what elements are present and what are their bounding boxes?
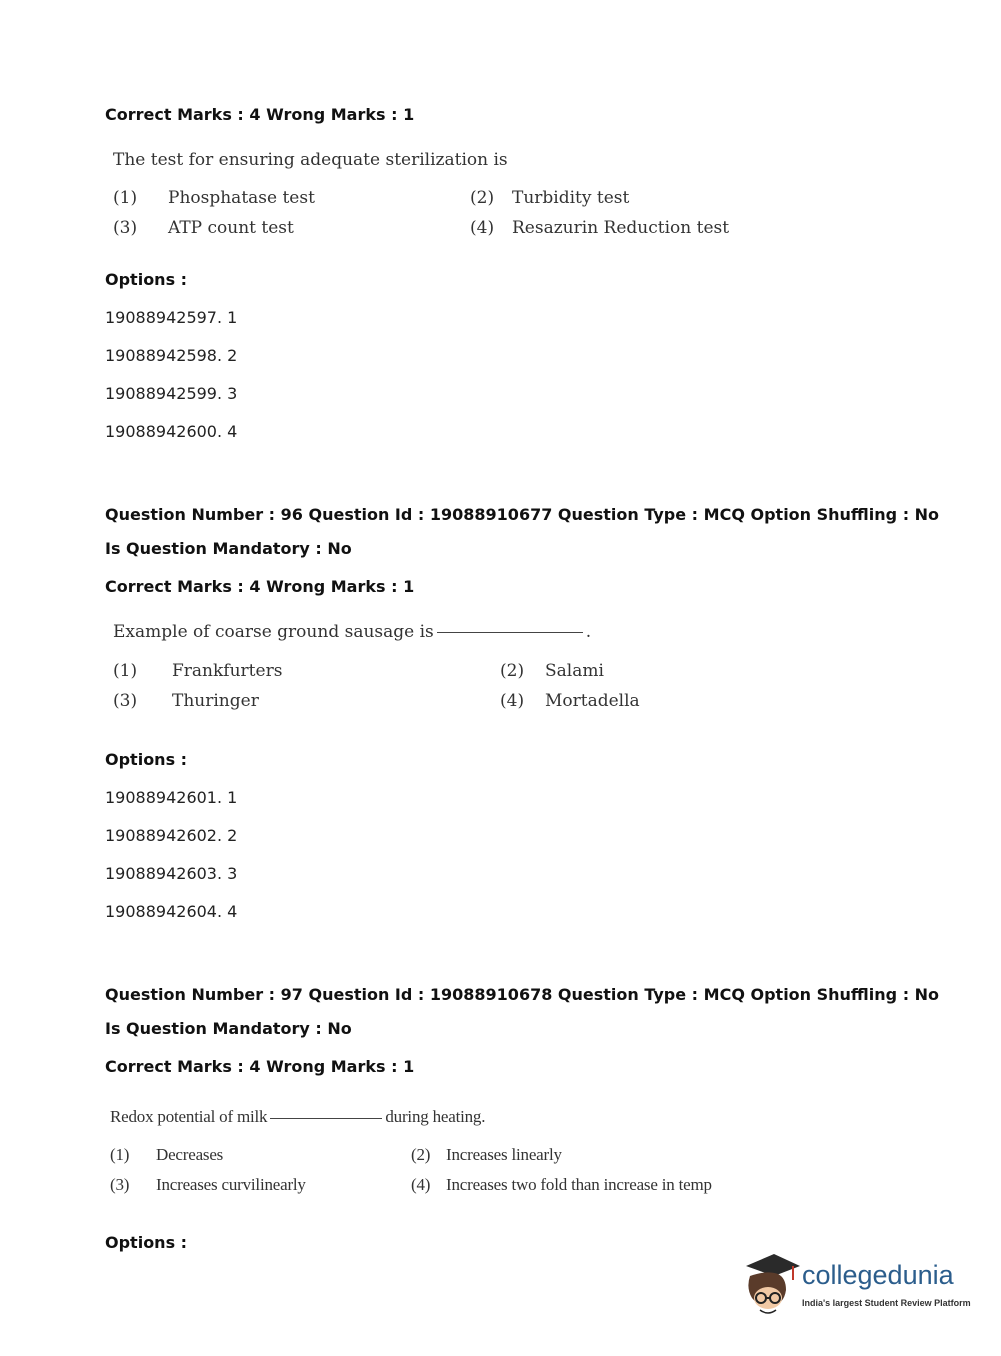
q97-choice-3-text: Increases curvilinearly [156,1175,306,1194]
q95-option-1: 19088942597. 1 [105,308,238,327]
q96-stem-text: Example of coarse ground sausage is [113,622,434,642]
q95-choice-2-text: Turbidity test [512,188,630,208]
q96-choice-1-text: Frankfurters [172,661,283,681]
q97-stem-blank [270,1118,382,1119]
q97-stem-text: Redox potential of milk [110,1107,268,1126]
q96-choice-3-num: (3) [113,691,138,711]
q97-choice-4-num: (4) [411,1175,431,1194]
q95-option-4: 19088942600. 4 [105,422,238,441]
q96-option-2: 19088942602. 2 [105,826,238,845]
q95-choice-2-num: (2) [470,188,495,208]
q96-choice-3-text: Thuringer [172,691,259,711]
q97-mandatory: Is Question Mandatory : No [105,1019,352,1038]
q96-stem-blank [437,632,583,633]
logo-tagline: India's largest Student Review Platform [802,1298,971,1308]
q97-choice-4-text: Increases two fold than increase in temp [446,1175,712,1194]
q96-stem [113,622,591,642]
q97-choice-2-num: (2) [411,1145,431,1164]
q96-choice-4-num: (4) [500,691,525,711]
q95-option-3: 19088942599. 3 [105,384,238,403]
q95-choice-1-num: (1) [113,188,138,208]
q96-choice-2-text: Salami [545,661,604,681]
q97-header: Question Number : 97 Question Id : 19088910678 Question Type : MCQ Option Shuffling : No [105,985,940,1004]
q97-marks: Correct Marks : 4 Wrong Marks : 1 [105,1057,415,1076]
q95-options-label: Options : [105,270,188,289]
q95-choice-4-text: Resazurin Reduction test [512,218,730,238]
q96-choice-2-num: (2) [500,661,525,681]
q95-choice-4-num: (4) [470,218,495,238]
q95-marks: Correct Marks : 4 Wrong Marks : 1 [105,105,415,124]
q96-marks: Correct Marks : 4 Wrong Marks : 1 [105,577,415,596]
collegedunia-logo [740,1250,970,1320]
q97-stem-end: during heating. [385,1107,486,1126]
q97-choice-1-text: Decreases [156,1145,224,1164]
q96-mandatory: Is Question Mandatory : No [105,539,352,558]
q97-options-label: Options : [105,1233,188,1252]
q95-option-2: 19088942598. 2 [105,346,238,365]
q96-options-label: Options : [105,750,188,769]
q95-choice-3-num: (3) [113,218,138,238]
q97-choice-1-num: (1) [110,1145,130,1164]
q95-stem: The test for ensuring adequate sterilization is [113,150,508,170]
q96-option-1: 19088942601. 1 [105,788,238,807]
q96-header: Question Number : 96 Question Id : 19088910677 Question Type : MCQ Option Shuffling : No [105,505,940,524]
q96-choice-4-text: Mortadella [545,691,640,711]
q96-choice-1-num: (1) [113,661,138,681]
q96-stem-end: . [585,622,592,642]
q97-choice-2-text: Increases linearly [446,1145,562,1164]
q96-option-3: 19088942603. 3 [105,864,238,883]
q97-choice-3-num: (3) [110,1175,130,1194]
mascot-icon [740,1250,802,1320]
q96-option-4: 19088942604. 4 [105,902,238,921]
logo-wordmark: collegedunia [802,1260,954,1290]
q97-stem [110,1107,485,1127]
q95-choice-1-text: Phosphatase test [168,188,315,208]
q95-choice-3-text: ATP count test [168,218,294,238]
